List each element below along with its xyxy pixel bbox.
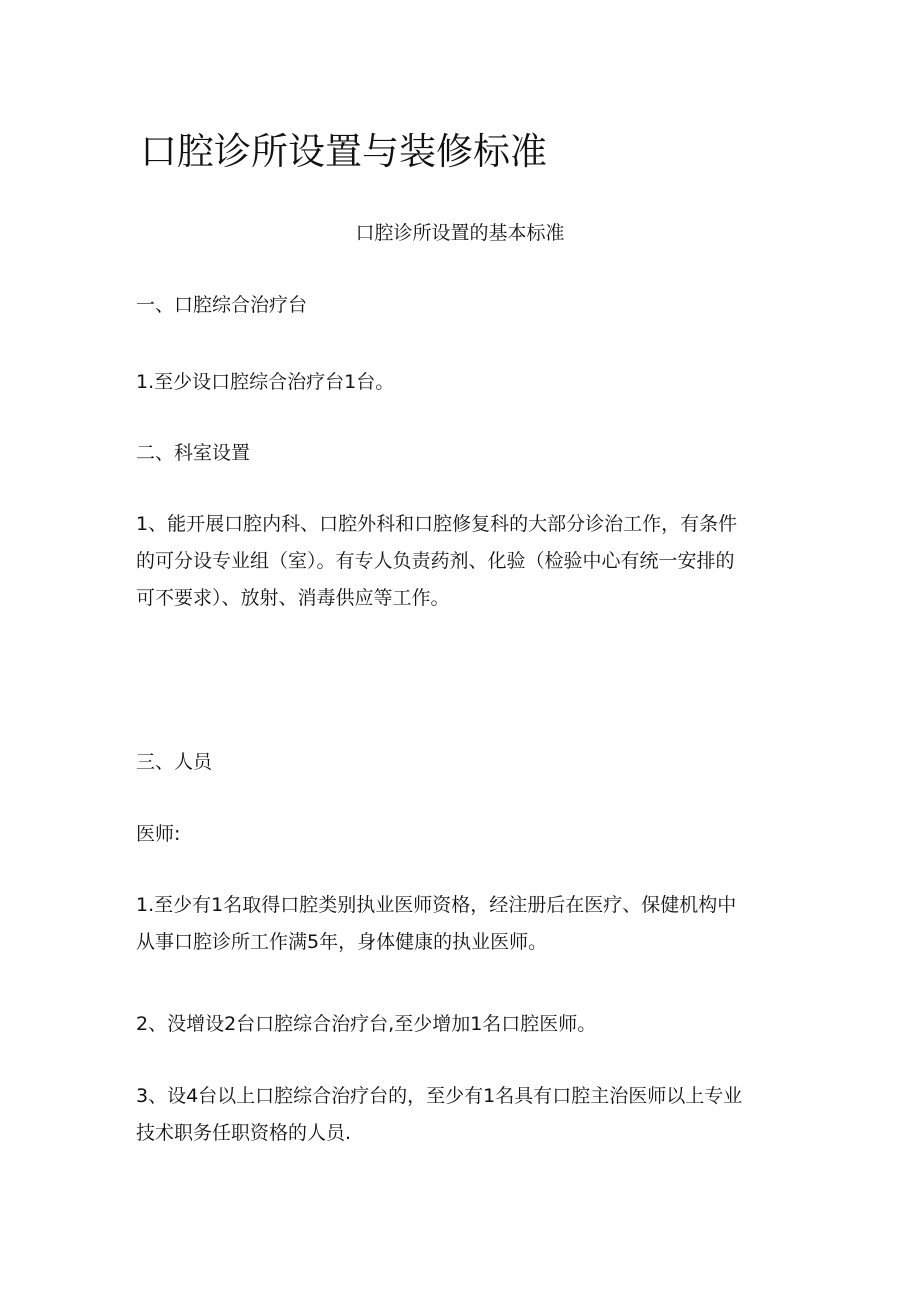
section-heading-2: 二、科室设置: [136, 442, 251, 464]
section-3-item-1: 1.至少有1名取得口腔类别执业医师资格，经注册后在医疗、保健机构中 从事口腔诊所工作满5年，身体健康的执业医师。: [136, 894, 737, 953]
section-heading-3: 三、人员: [136, 751, 213, 773]
section-1-item-1: 1.至少设口腔综合治疗台1台。: [136, 371, 395, 393]
section-3-item-2: 2、没增设2台口腔综合治疗台,至少增加1名口腔医师。: [136, 1013, 597, 1035]
section-2-item-1: 1、能开展口腔内科、口腔外科和口腔修复科的大部分诊治工作，有条件 的可分设专业组（室）。有专人负责药剂、化验（检验中心有统一安排的 可不要求）、放射、消毒供应等工作。: [136, 513, 738, 609]
doctor-label: 医师:: [136, 823, 181, 845]
document-subtitle: 口腔诊所设置的基本标准: [355, 222, 565, 244]
document-title: 口腔诊所设置与装修标准: [140, 130, 547, 173]
section-3-item-3: 3、设4台以上口腔综合治疗台的，至少有1名具有口腔主治医师以上专业 技术职务任职资格的人员.: [136, 1085, 743, 1144]
section-heading-1: 一、口腔综合治疗台: [136, 294, 308, 316]
